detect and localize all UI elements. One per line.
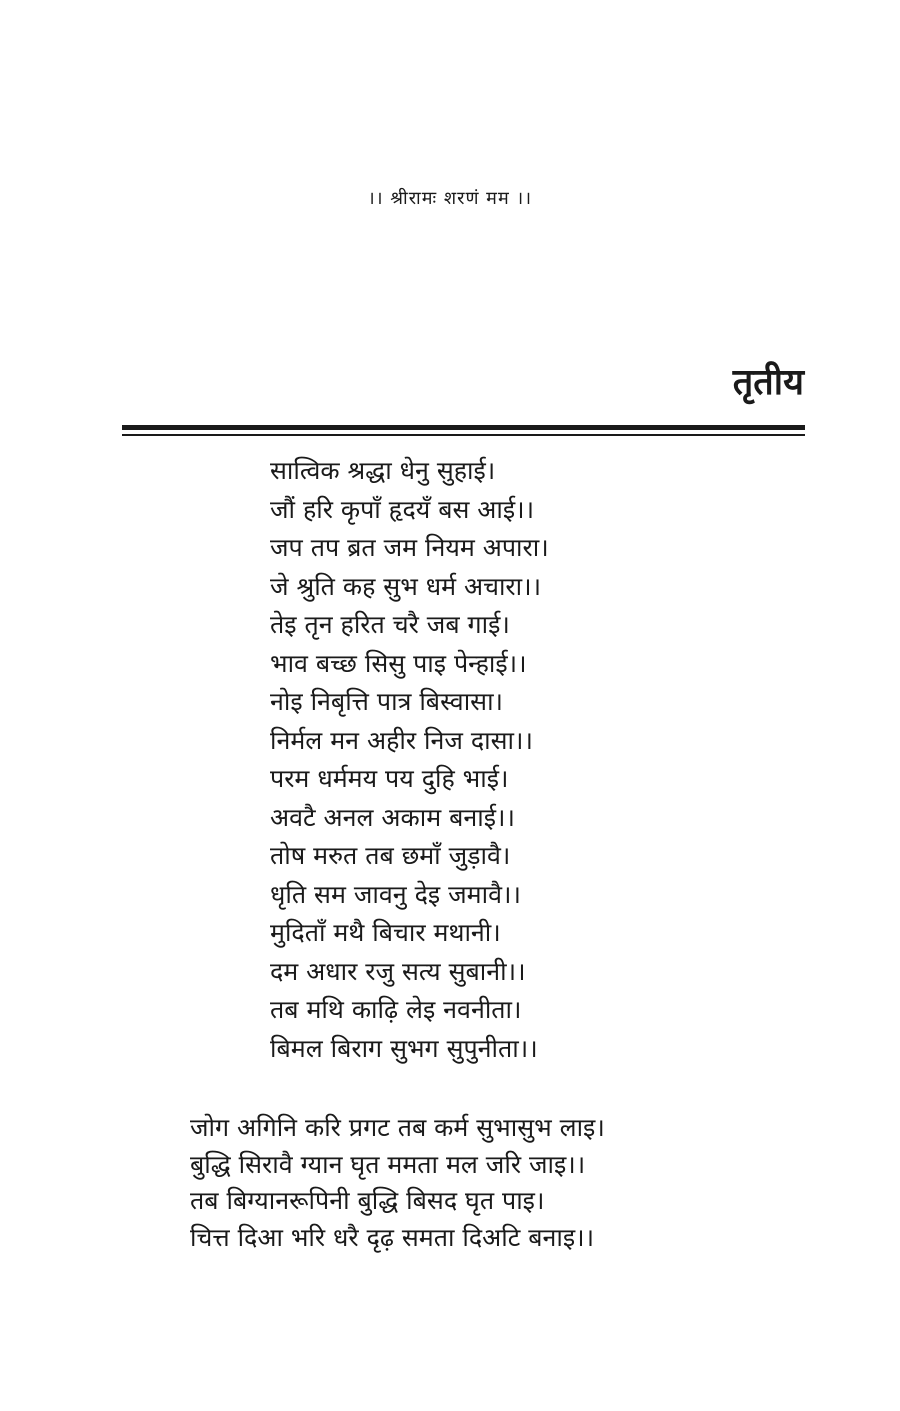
verse-line: सात्विक श्रद्धा धेनु सुहाई। xyxy=(270,456,496,485)
verse-line: जे श्रुति कह सुभ धर्म अचारा।। xyxy=(270,571,542,601)
verse-line: बिमल बिराग सुभग सुपुनीता।। xyxy=(270,1033,538,1063)
verse-line: नोइ निबृत्ति पात्र बिस्वासा। xyxy=(270,687,504,716)
verse-line: जप तप ब्रत जम नियम अपारा। xyxy=(270,533,549,562)
doha-line: बुद्धि सिरावै ग्यान घृत ममता मल जरि जाइ।। xyxy=(190,1149,586,1179)
chapter-heading: तृतीय xyxy=(732,362,804,403)
doha-line: तब बिग्यानरूपिनी बुद्धि बिसद घृत पाइ। xyxy=(190,1186,545,1215)
verse-line: तब मथि काढ़ि लेइ नवनीता। xyxy=(270,995,522,1024)
verse-line: तेइ तृन हरित चरै जब गाई। xyxy=(270,610,510,639)
doha-block xyxy=(190,1110,760,1256)
doha-line: चित्त दिआ भरि धरै दृढ़ समता दिअटि बनाइ।। xyxy=(190,1222,595,1252)
invocation-text: ।। श्रीरामः शरणं मम ।। xyxy=(367,188,533,209)
verse-line: अवटै अनल अकाम बनाई।। xyxy=(270,802,515,832)
verse-line: मुदिताँ मथै बिचार मथानी। xyxy=(270,918,501,947)
verse-line: दम अधार रजु सत्य सुबानी।। xyxy=(270,956,526,986)
verse-line: परम धर्ममय पय दुहि भाई। xyxy=(270,764,509,793)
verse-line: जौं हरि कृपाँ हृदयँ बस आई।। xyxy=(270,494,535,524)
heading-rule-thin xyxy=(122,434,805,436)
verse-line: तोष मरुत तब छमाँ जुड़ावै। xyxy=(270,841,511,870)
verse-line: भाव बच्छ सिसु पाइ पेन्हाई।। xyxy=(270,648,527,678)
doha-line: जोग अगिनि करि प्रगट तब कर्म सुभासुभ लाइ। xyxy=(190,1113,605,1142)
chaupai-block xyxy=(270,452,670,1068)
verse-line: धृति सम जावनु देइ जमावै।। xyxy=(270,879,521,909)
heading-rule-thick xyxy=(122,425,805,430)
verse-line: निर्मल मन अहीर निज दासा।। xyxy=(270,725,533,755)
